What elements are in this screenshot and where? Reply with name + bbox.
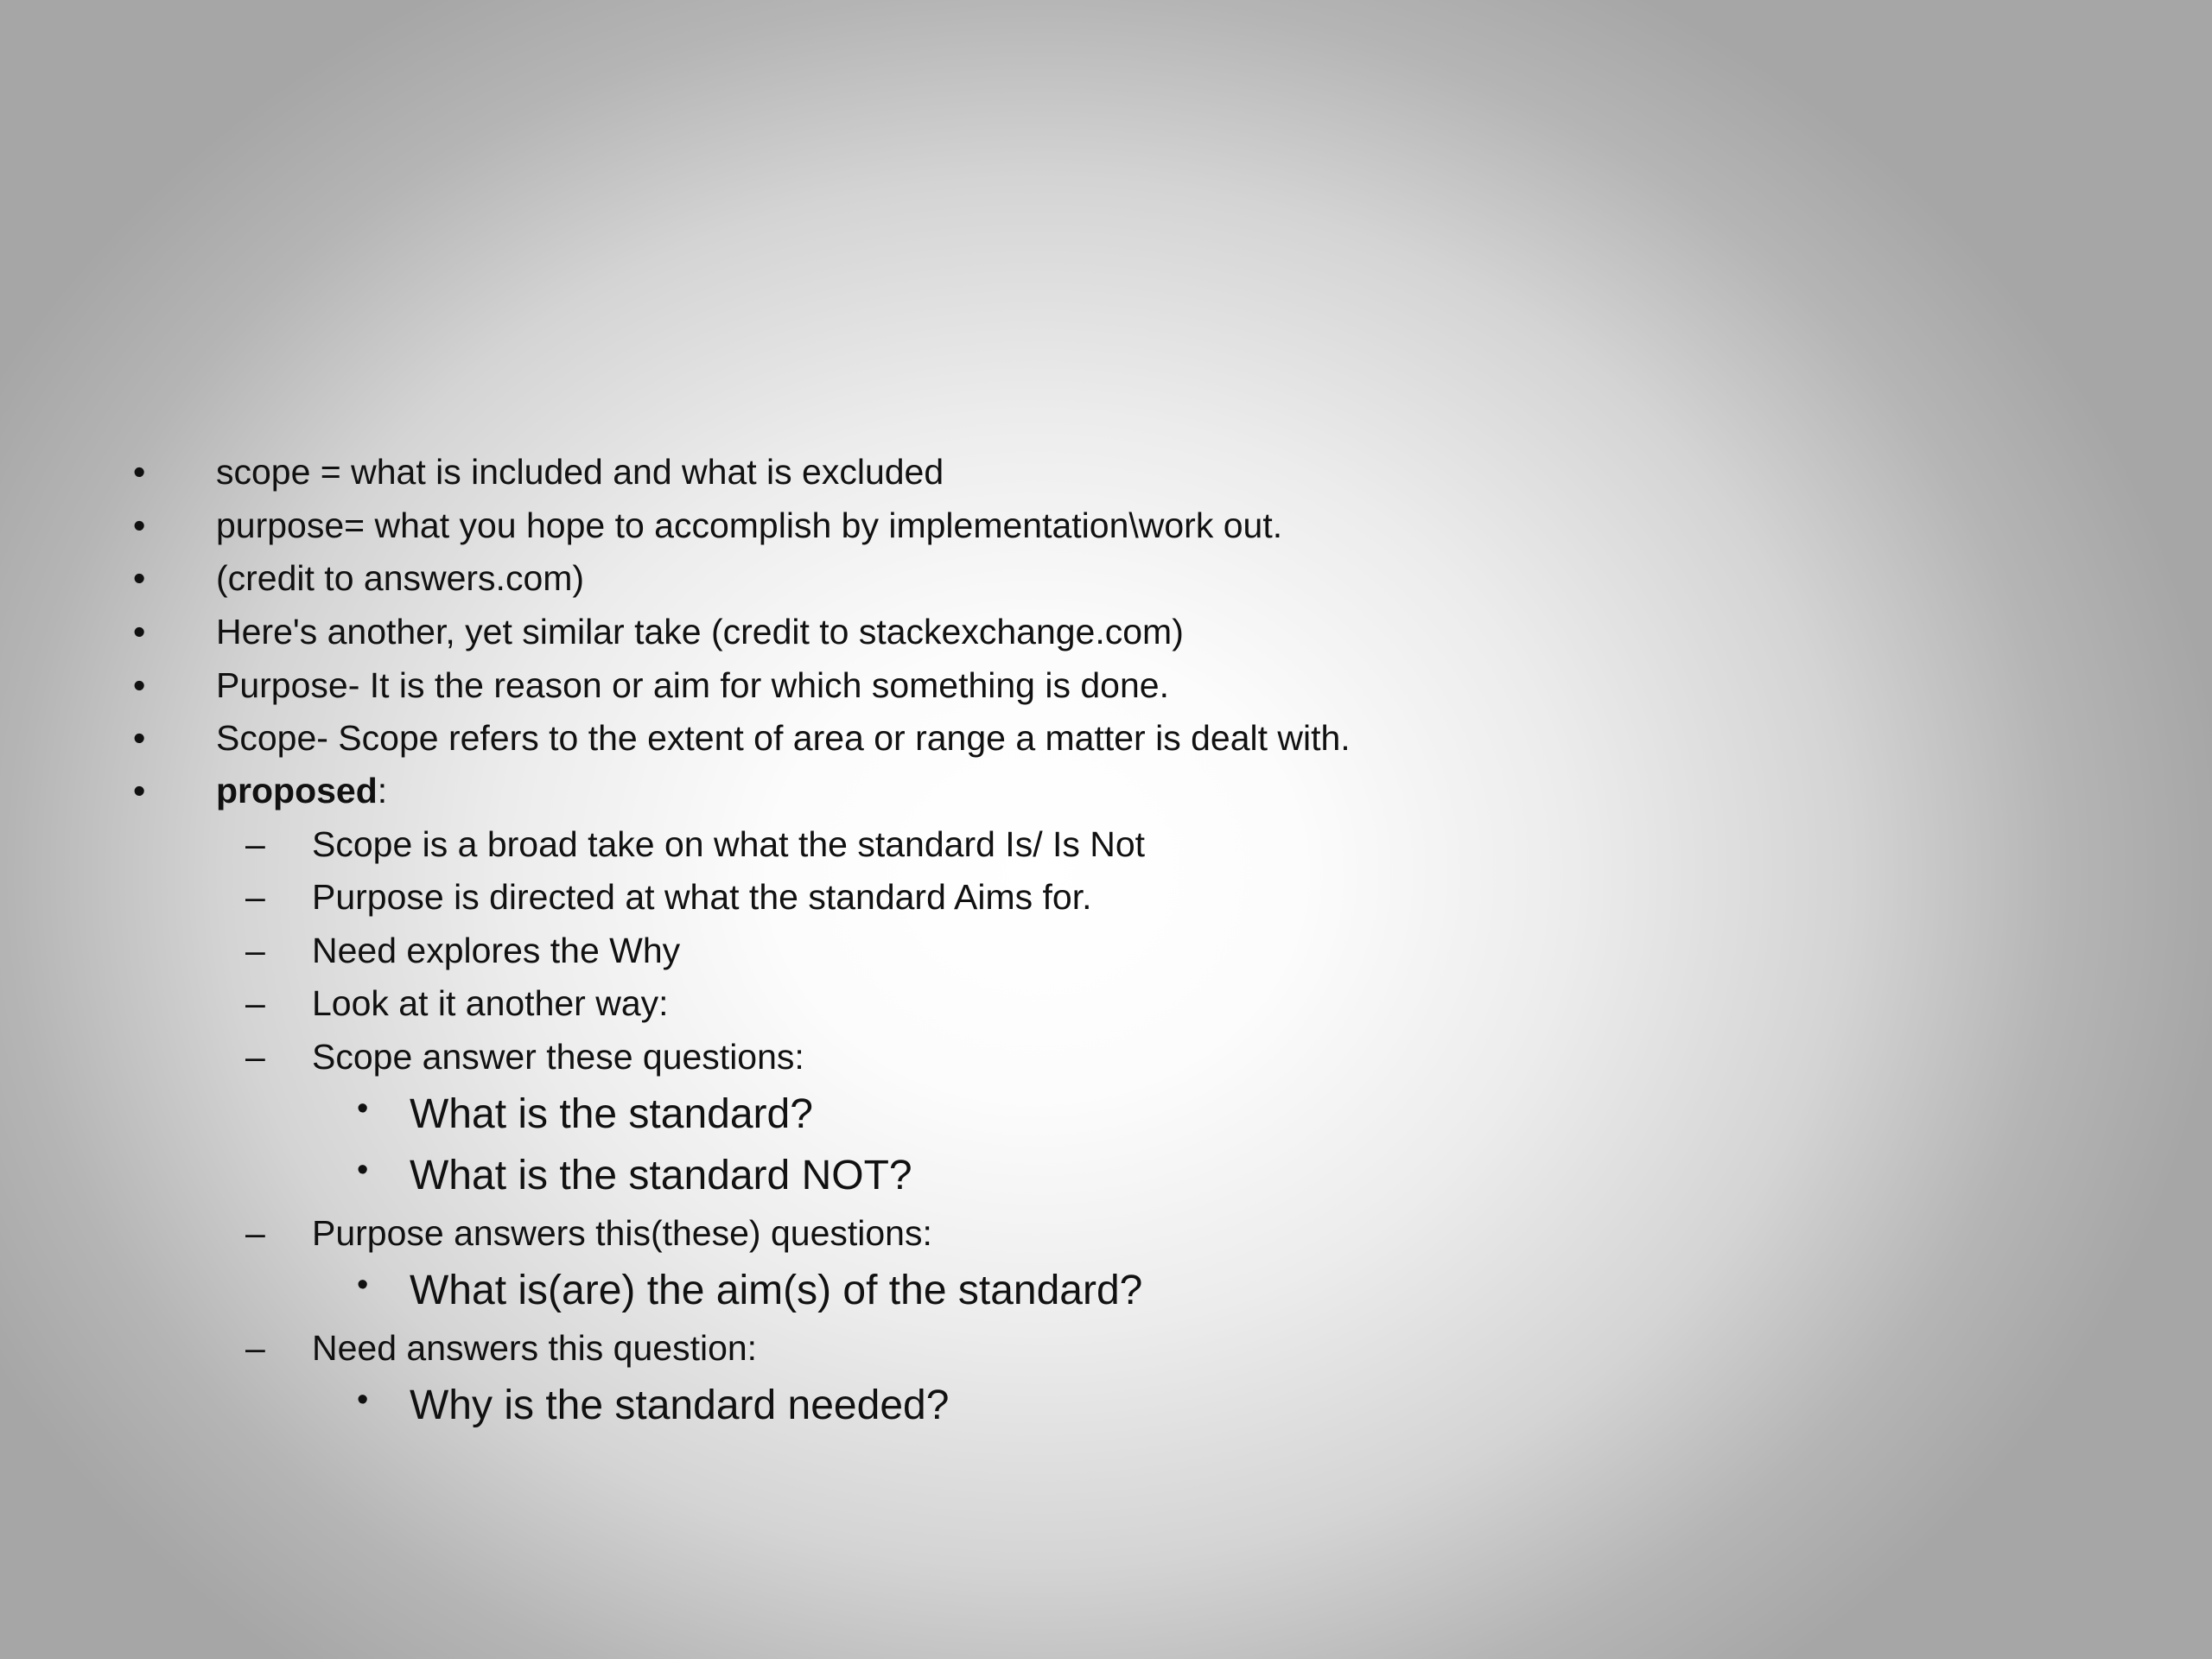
bullet-marker: •: [133, 718, 146, 758]
sub-bullet-text: Scope answer these questions:: [312, 1037, 804, 1077]
bullet-marker: •: [133, 612, 146, 652]
dash-marker: –: [245, 1213, 265, 1253]
question-text: What is the standard?: [410, 1091, 813, 1137]
bullet-marker: •: [133, 452, 146, 492]
bullet-marker: •: [133, 505, 146, 545]
bullet-marker: •: [357, 1267, 369, 1303]
bullet-text: Purpose- It is the reason or aim for which something is done.: [216, 665, 1169, 705]
question-text: What is the standard NOT?: [410, 1153, 912, 1198]
bullet-text: Here's another, yet similar take (credit to stackexchange.com): [216, 612, 1184, 652]
bullet-marker: •: [133, 771, 146, 810]
dash-marker: –: [245, 983, 265, 1023]
sub-bullet-text: Purpose answers this(these) questions:: [312, 1213, 932, 1253]
bullet-marker: •: [357, 1152, 369, 1188]
sub-bullet-text: Purpose is directed at what the standard Aims for.: [312, 877, 1092, 917]
bullet-marker: •: [357, 1090, 369, 1127]
dash-marker: –: [245, 877, 265, 917]
bullet-marker: •: [357, 1382, 369, 1418]
bullet-text: (credit to answers.com): [216, 558, 585, 598]
question-text: Why is the standard needed?: [410, 1382, 950, 1428]
bullet-text: Scope- Scope refers to the extent of area or range a matter is dealt with.: [216, 718, 1351, 758]
bullet-text: purpose= what you hope to accomplish by implementation\work out.: [216, 505, 1283, 545]
dash-marker: –: [245, 931, 265, 970]
sub-bullet-text: Need explores the Why: [312, 931, 681, 970]
sub-bullet-text: Need answers this question:: [312, 1328, 758, 1368]
question-text: What is(are) the aim(s) of the standard?: [410, 1268, 1143, 1313]
dash-marker: –: [245, 824, 265, 864]
bullet-marker: •: [133, 665, 146, 705]
dash-marker: –: [245, 1328, 265, 1368]
sub-bullet-text: Scope is a broad take on what the standard Is/ Is Not: [312, 824, 1146, 864]
bullet-marker: •: [133, 558, 146, 598]
bullet-text-colon: :: [377, 771, 388, 810]
sub-bullet-text: Look at it another way:: [312, 983, 669, 1023]
bullet-text: [216, 771, 387, 811]
bullet-text-bold: proposed: [216, 771, 378, 810]
dash-marker: –: [245, 1037, 265, 1077]
bullet-text: scope = what is included and what is excluded: [216, 452, 944, 492]
